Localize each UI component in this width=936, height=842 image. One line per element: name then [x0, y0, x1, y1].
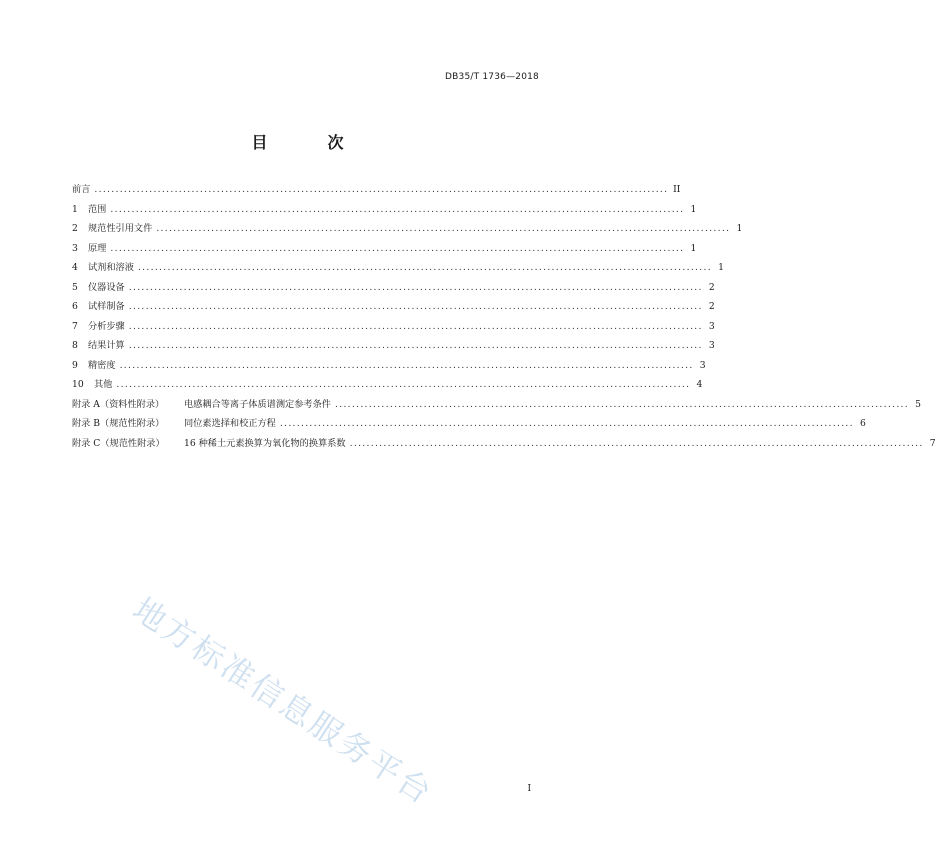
toc-leader-dots: ........................................................................................................................................ [128, 340, 703, 351]
toc-leader-dots: ........................................................................................................................................ [128, 320, 703, 332]
toc-page-number: 3 [699, 359, 706, 371]
toc-entry-other[interactable] [72, 375, 703, 395]
toc-leader-dots: ........................................................................................................................................ [119, 359, 694, 371]
toc-page-number: 4 [696, 379, 703, 390]
toc-number: 4 [72, 262, 78, 273]
page-title: 目 次 [251, 133, 366, 152]
table-of-contents [72, 180, 936, 453]
toc-number: 6 [72, 301, 78, 312]
toc-label: 分析步骤 [88, 320, 125, 332]
watermark: 地方标准信息服务平台 [126, 590, 441, 813]
toc-label: 仪器设备 [88, 281, 125, 293]
toc-number: 3 [72, 242, 78, 254]
toc-entry-principle[interactable] [72, 239, 697, 259]
toc-entry-scope[interactable] [72, 200, 697, 220]
toc-leader-dots: ........................................................................................................................................ [94, 184, 669, 195]
toc-leader-dots: ........................................................................................................................................ [156, 223, 731, 234]
toc-entry-annex-c[interactable] [72, 434, 936, 454]
toc-page-number: 7 [929, 437, 936, 449]
annex-prefix: 附录 C（规范性附录） [72, 437, 165, 449]
toc-entry-apparatus[interactable] [72, 278, 715, 298]
toc-page-number: 1 [736, 223, 743, 234]
toc-leader-dots: ........................................................................................................................................ [137, 262, 712, 273]
toc-page-number: 3 [708, 320, 715, 332]
toc-label: 结果计算 [88, 340, 125, 351]
toc-label: 精密度 [88, 359, 116, 371]
toc-label: 其他 [94, 379, 113, 390]
toc-leader-dots: ........................................................................................................................................ [128, 301, 703, 312]
toc-page-number: 1 [690, 242, 697, 254]
toc-leader-dots: ........................................................................................................................................ [279, 418, 854, 429]
toc-leader-dots: ........................................................................................................................................ [128, 281, 703, 293]
toc-page-number: 5 [915, 398, 921, 410]
annex-prefix: 附录 B（规范性附录） [72, 418, 165, 429]
toc-entry-calculation[interactable] [72, 336, 715, 356]
toc-entry-foreword[interactable] [72, 180, 681, 200]
toc-leader-dots: ........................................................................................................................................ [335, 398, 909, 410]
toc-entry-reagents[interactable] [72, 258, 724, 278]
annex-prefix: 附录 A（资料性附录） [72, 398, 165, 410]
toc-page-number: II [673, 184, 681, 195]
toc-label: 前言 [72, 184, 91, 195]
toc-entry-precision[interactable] [72, 356, 706, 376]
toc-number: 1 [72, 203, 78, 215]
toc-page-number: 3 [708, 340, 715, 351]
standard-code: DB35/T 1736—2018 [445, 72, 539, 82]
toc-entry-normative-references[interactable] [72, 219, 743, 239]
toc-number: 10 [72, 379, 84, 390]
toc-number: 7 [72, 320, 78, 332]
toc-label: 原理 [88, 242, 107, 254]
toc-leader-dots: ........................................................................................................................................ [349, 437, 924, 449]
toc-entry-annex-b[interactable] [72, 414, 866, 434]
footer-page-number: I [527, 784, 531, 794]
toc-page-number: 2 [708, 281, 715, 293]
toc-label: 电感耦合等离子体质谱测定参考条件 [184, 398, 331, 410]
toc-leader-dots: ........................................................................................................................................ [110, 203, 685, 215]
toc-number: 2 [72, 223, 78, 234]
toc-label: 试样制备 [88, 301, 125, 312]
toc-page-number: 1 [718, 262, 724, 273]
toc-number: 9 [72, 359, 78, 371]
toc-entry-sample-preparation[interactable] [72, 297, 715, 317]
toc-leader-dots: ........................................................................................................................................ [116, 379, 691, 390]
toc-page-number: 2 [708, 301, 715, 312]
toc-label: 规范性引用文件 [88, 223, 153, 234]
toc-leader-dots: ........................................................................................................................................ [110, 242, 685, 254]
toc-entry-analysis-steps[interactable] [72, 317, 715, 337]
toc-page-number: 6 [860, 418, 866, 429]
toc-label: 16 种稀土元素换算为氧化物的换算系数 [184, 437, 346, 449]
toc-page-number: 1 [690, 203, 697, 215]
toc-label: 试剂和溶液 [88, 262, 134, 273]
toc-number: 8 [72, 340, 78, 351]
toc-entry-annex-a[interactable] [72, 395, 921, 415]
toc-label: 范围 [88, 203, 107, 215]
toc-label: 同位素选择和校正方程 [184, 418, 276, 429]
toc-number: 5 [72, 281, 78, 293]
